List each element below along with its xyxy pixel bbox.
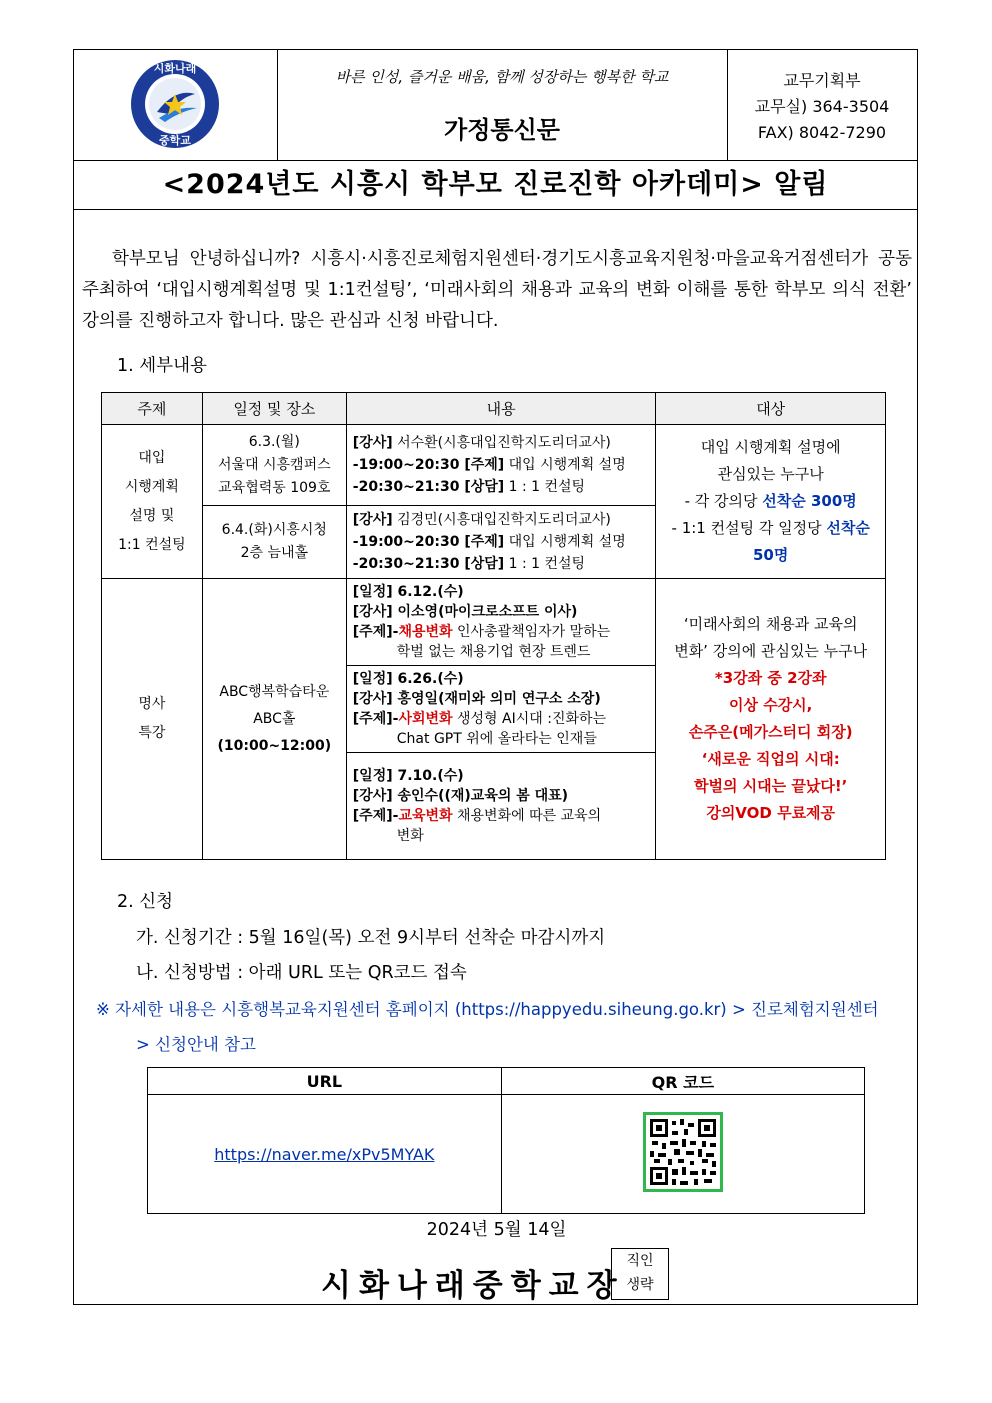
place-line: ABC홀 [253, 710, 296, 727]
capacity-highlight: 선착순 [826, 519, 870, 537]
header [74, 50, 917, 161]
theme: 인사총괄책임자가 말하는 [452, 624, 611, 640]
table-header-row [102, 393, 886, 425]
label: [강사] [352, 435, 393, 451]
topic-cell [102, 579, 203, 860]
theme: 생성형 AI시대 :진화하는 [452, 711, 607, 727]
bonus-line: 이상 수강시, [729, 696, 813, 714]
qr-header: QR 코드 [501, 1068, 864, 1095]
issue-date: 2024년 5월 14일 [426, 1220, 567, 1240]
theme: 변화 [396, 828, 424, 844]
doc-type: 가정통신문 [444, 116, 560, 144]
topic-line: 명사 [138, 696, 166, 712]
target-line: 대입 시행계획 설명에 [700, 438, 841, 456]
lecture-date: [일정] 6.12.(수) [352, 584, 464, 600]
lecture-date: [일정] 7.10.(수) [352, 768, 464, 784]
lecture-speaker: [강사] 송인수((재)교육의 봄 대표) [352, 788, 569, 804]
col-header: 대상 [656, 393, 886, 425]
note-line: > 신청안내 참고 [136, 1035, 256, 1054]
capacity-highlight: 50명 [753, 546, 789, 564]
label: -19:00~20:30 [주제] [352, 457, 505, 473]
qr-code[interactable] [643, 1112, 723, 1192]
target-line: ‘미래사회의 채용과 교육의 [683, 615, 858, 633]
topic-line: 특강 [138, 725, 166, 741]
theme: 대입 시행계획 설명 [504, 534, 626, 550]
lecture-date: [일정] 6.26.(수) [352, 671, 464, 687]
label: [주제]- [352, 808, 399, 824]
label: [강사] [352, 512, 393, 528]
label: -20:30~21:30 [상담] [352, 479, 505, 495]
topic-cell [102, 425, 203, 579]
bonus-line: 손주은(메가스터디 회장) [688, 723, 853, 741]
qr-code-icon [646, 1115, 720, 1189]
bonus-line: ‘새로운 직업의 시대: [701, 750, 840, 768]
col-header: 주제 [102, 393, 203, 425]
lecture-speaker: [강사] 홍영일(재미와 의미 연구소 소장) [352, 691, 601, 707]
schedule-cell [202, 425, 346, 506]
label: [주제]- [352, 624, 399, 640]
fax-number: FAX) 8042-7290 [757, 123, 887, 142]
lecture-cell [346, 666, 656, 753]
bonus-line: 학벌의 시대는 끝났다!’ [693, 777, 848, 795]
apply-method: 나. 신청방법 : 아래 URL 또는 QR코드 접속 [136, 963, 467, 983]
content-cell [346, 506, 656, 579]
label: [주제]- [352, 711, 399, 727]
target-cell [656, 425, 886, 579]
topic-line: 설명 및 [129, 507, 175, 524]
bonus-line: 강의VOD 무료제공 [706, 804, 836, 822]
seal-text: 직인 [626, 1253, 654, 1269]
place-line: ABC행복학습타운 [219, 683, 330, 700]
schedule-line: 교육협력동 109호 [218, 479, 331, 496]
target-line: - 각 강의당 [684, 492, 763, 510]
theme: 채용변화에 따른 교육의 [452, 808, 602, 824]
topic-line: 1:1 컨설팅 [118, 536, 186, 553]
section2-heading: 2. 신청 [117, 892, 174, 912]
document-page [73, 49, 918, 1305]
capacity-highlight: 선착순 300명 [762, 492, 857, 510]
logo-cell [74, 50, 278, 160]
place-cell [202, 579, 346, 860]
apply-period: 가. 신청기간 : 5월 16일(목) 오전 9시부터 선착순 마감시까지 [136, 928, 606, 948]
theme-highlight: 사회변화 [398, 711, 453, 727]
schedule-line: 6.3.(월) [248, 433, 300, 450]
label: -20:30~21:30 [상담] [352, 556, 505, 572]
header-contact [727, 50, 917, 160]
url-header: URL [148, 1068, 502, 1095]
theme: Chat GPT 위에 올라타는 인재들 [396, 731, 597, 747]
target-line: 관심있는 누구나 [717, 465, 824, 483]
schedule-line: 서울대 시흥캠퍼스 [217, 456, 331, 473]
speaker: 김경민(시흥대입진학지도리더교사) [392, 512, 611, 528]
seal-text: 생략 [626, 1277, 654, 1293]
table-row [102, 579, 886, 666]
schedule-line: 6.4.(화)시흥시청 [221, 522, 327, 538]
speaker: 서수환(시흥대입진학지도리더교사) [392, 435, 611, 451]
lecture-cell [346, 579, 656, 666]
topic-line: 시행계획 [124, 478, 179, 495]
label: -19:00~20:30 [주제] [352, 534, 505, 550]
school-motto: 바른 인성, 즐거운 배움, 함께 성장하는 행복한 학교 [335, 68, 669, 86]
school-logo [129, 58, 221, 150]
office-phone: 교무실) 364-3504 [754, 97, 890, 116]
bonus-line: *3강좌 중 2강좌 [714, 669, 827, 687]
dept-name: 교무기획부 [783, 71, 861, 90]
svg-text:시화나래: 시화나래 [153, 62, 197, 75]
col-header: 일정 및 장소 [202, 393, 346, 425]
svg-text:중학교: 중학교 [159, 134, 191, 147]
lecture-cell [346, 753, 656, 860]
detail-table [101, 392, 886, 860]
target-line: 변화’ 강의에 관심있는 누구나 [674, 642, 868, 660]
section1-heading: 1. 세부내용 [117, 356, 207, 376]
schedule-cell [202, 506, 346, 579]
consult: 1 : 1 컨설팅 [504, 479, 586, 495]
qr-cell [501, 1095, 864, 1214]
table-row [102, 425, 886, 506]
official-seal-box [611, 1248, 669, 1300]
consult: 1 : 1 컨설팅 [504, 556, 586, 572]
lecture-speaker: [강사] 이소영(마이크로소프트 이사) [352, 604, 578, 620]
col-header: 내용 [346, 393, 656, 425]
apply-link-table [147, 1067, 865, 1214]
target-cell [656, 579, 886, 860]
target-line: - 1:1 컨설팅 각 일정당 [671, 519, 827, 537]
content-cell [346, 425, 656, 506]
theme-highlight: 채용변화 [398, 624, 453, 640]
apply-url-link[interactable]: https://naver.me/xPv5MYAK [214, 1144, 435, 1164]
header-center [277, 50, 728, 160]
topic-line: 대입 [138, 449, 166, 466]
theme-highlight: 교육변화 [398, 808, 453, 824]
time-line: (10:00~12:00) [217, 737, 332, 754]
theme: 대입 시행계획 설명 [504, 457, 626, 473]
theme: 학벌 없는 채용기업 현장 트렌드 [396, 644, 591, 660]
note-line: ※ 자세한 내용은 시흥행복교육지원센터 홈페이지 (https://happyedu.siheung.go.kr) > 진로체험지원센터 [96, 1000, 879, 1019]
intro-paragraph: 학부모님 안녕하십니까? 시흥시·시흥진로체험지원센터·경기도시흥교육지원청·마을교육거점센터가 공동 주최하여 ‘대입시행계획설명 및 1:1컨설팅’, ‘미래사회의 채용과 교육의 변화 이해를 통한 학부모 의식 전환’ 강의를 진행하고자 합니다. 많은 관심과 신청 바랍니다. [82, 249, 912, 331]
url-cell [148, 1095, 502, 1214]
principal-signature: 시화나래중학교장 [321, 1268, 625, 1304]
page-title: <2024년도 시흥시 학부모 진로진학 아카데미> 알림 [74, 160, 917, 210]
schedule-line: 2층 늠내홀 [240, 545, 309, 561]
